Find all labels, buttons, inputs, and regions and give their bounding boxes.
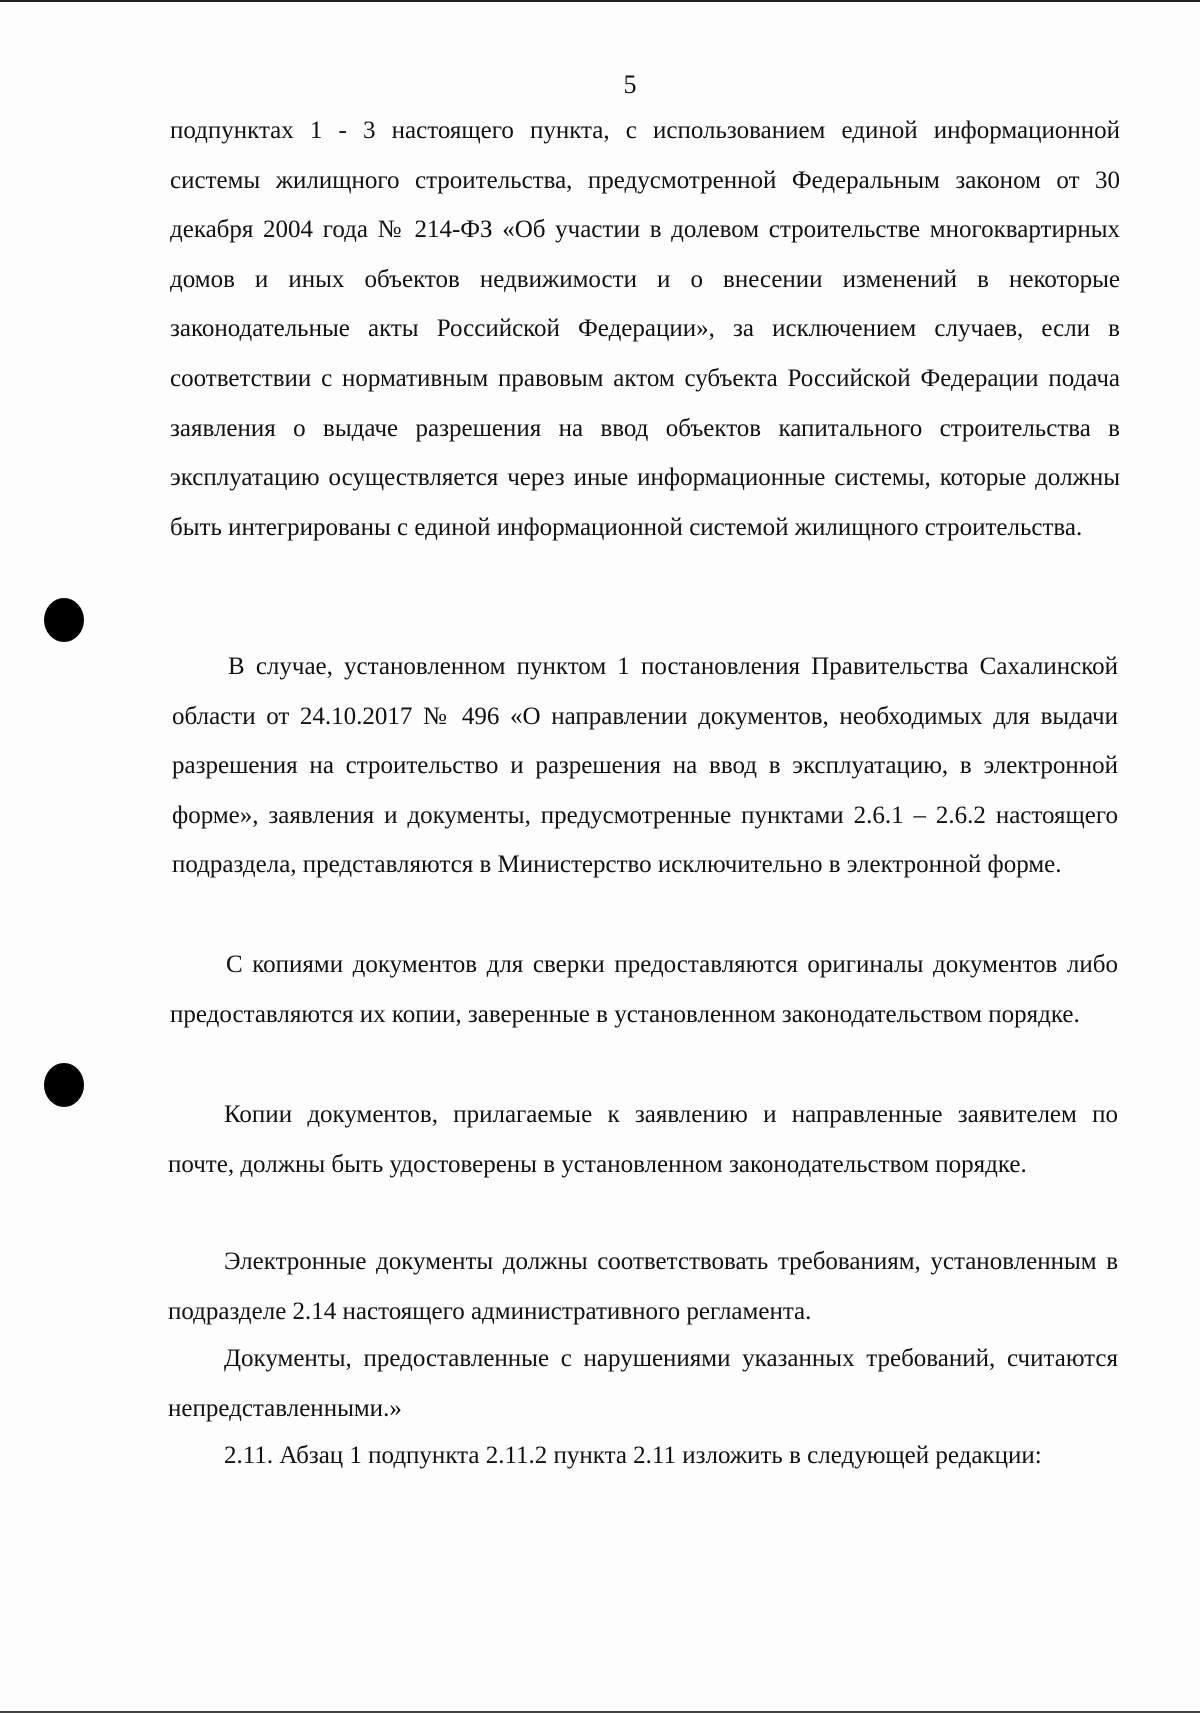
paragraph-electronic-form (172, 642, 1118, 890)
paragraph-text: В случае, установленном пунктом 1 постановления Правительства Сахалинской области от 24.10.2017 № 496 «О направлении документов, необходимых для выдачи разрешения на строительство и разрешения на ввод в эксплуатацию, в электронной форме», заявления и документы, предусмотренные пунктами 2.6.1 – 2.6.2 настоящего подраздела, представляются в Министерство исключительно в электронной форме. (172, 653, 1118, 879)
paragraph-text: 2.11. Абзац 1 подпункта 2.11.2 пункта 2.11 изложить в следующей редакции: (224, 1442, 1042, 1469)
paragraph-text: Документы, предоставленные с нарушениями указанных требований, считаются непредставленными.» (168, 1345, 1118, 1422)
punch-hole-bottom (44, 1063, 84, 1107)
paragraph-violations (168, 1334, 1118, 1433)
paragraph-section-2-11 (168, 1431, 1114, 1481)
paragraph-postal-copies (168, 1090, 1118, 1189)
paragraph-continuation (170, 106, 1120, 552)
paragraph-text: С копиями документов для сверки предоставляются оригиналы документов либо предоставляются их копии, заверенные в установленном законодательством порядке. (170, 951, 1118, 1028)
paragraph-copies-originals (170, 940, 1118, 1039)
punch-hole-top (44, 598, 84, 642)
paragraph-text: подпунктах 1 - 3 настоящего пункта, с использованием единой информационной системы жилищного строительства, предусмотренной Федеральным законом от 30 декабря 2004 года № 214-ФЗ «Об участии в долевом строительстве многоквартирных домов и иных объектов недвижимости и о внесении изменений в некоторые законодательные акты Российской Федерации», за исключением случаев, если в соответствии с нормативным правовым актом субъекта Российской Федерации подача заявления о выдаче разрешения на ввод объектов капитального строительства в эксплуатацию осуществляется через иные информационные системы, которые должны быть интегрированы с единой информационной системой жилищного строительства. (170, 117, 1120, 541)
page-top-edge (0, 0, 1200, 2)
paragraph-text: Копии документов, прилагаемые к заявлению и направленные заявителем по почте, должны быть удостоверены в установленном законодательством порядке. (168, 1101, 1118, 1178)
paragraph-electronic-requirements (168, 1237, 1118, 1336)
paragraph-text: Электронные документы должны соответствовать требованиям, установленным в подразделе 2.14 настоящего административного регламента. (168, 1248, 1118, 1325)
page-number: 5 (623, 70, 637, 99)
